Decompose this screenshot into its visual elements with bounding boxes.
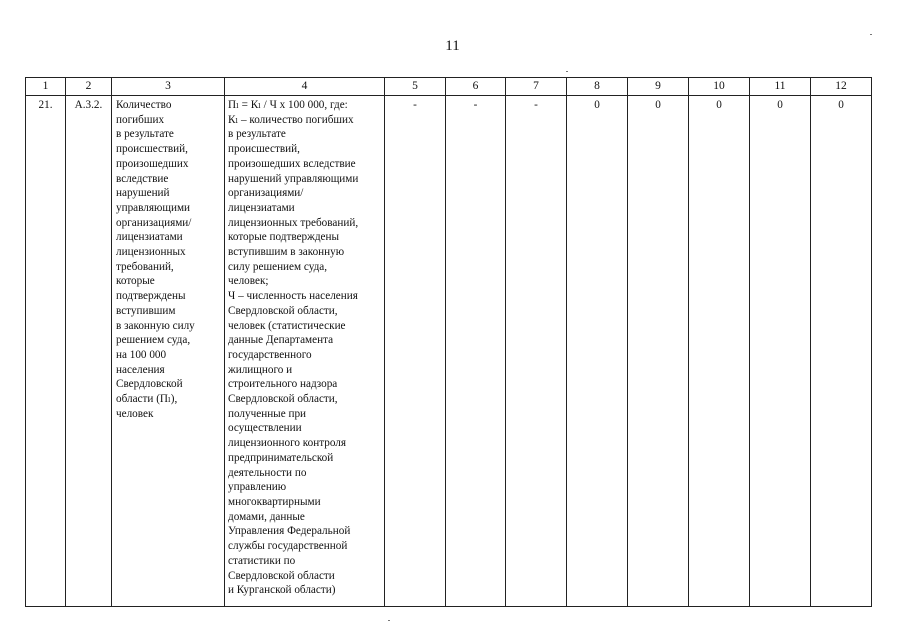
- scan-speck: [388, 620, 390, 621]
- column-header: 4: [225, 78, 385, 96]
- table-row: [26, 96, 872, 607]
- indicator-name-cell: Количество погибших в результате происшествий, произошедших вследствие нарушений управляющими организациями/ лицензиатами лицензионных требований, которые подтверждены вступившим в законную силу решением суда, на 100 000 населения Свердловской области (Пₗ), человек: [112, 96, 225, 607]
- column-header: 10: [689, 78, 750, 96]
- row-number-cell: 21.: [26, 96, 66, 607]
- value-cell: -: [385, 96, 446, 607]
- column-header: 11: [750, 78, 811, 96]
- column-header: 6: [446, 78, 506, 96]
- column-header: 12: [811, 78, 872, 96]
- column-header: 3: [112, 78, 225, 96]
- column-number-row: [26, 78, 872, 96]
- column-header: 5: [385, 78, 446, 96]
- value-cell: 0: [750, 96, 811, 607]
- column-header: 2: [66, 78, 112, 96]
- value-cell: -: [506, 96, 567, 607]
- column-header: 7: [506, 78, 567, 96]
- column-header: 9: [628, 78, 689, 96]
- value-cell: 0: [689, 96, 750, 607]
- indicator-table: [25, 77, 872, 607]
- value-cell: -: [446, 96, 506, 607]
- value-cell: 0: [567, 96, 628, 607]
- scan-speck: [566, 71, 568, 72]
- page-number: 11: [445, 38, 460, 54]
- formula-cell: Пₗ = Кₗ / Ч х 100 000, где: Кₗ – количество погибших в результате происшествий, произошедших вследствие нарушений управляющими организациями/ лицензиатами лицензионных требований, которые подтверждены вступившим в законную силу решением суда, человек; Ч – численность населения Свердловской области, человек (статистические данные Департамента государственного жилищного и строительного надзора Свердловской области, полученные при осуществлении лицензионного контроля предпринимательской деятельности по управлению многоквартирными домами, данные Управления Федеральной службы государственной статистики по Свердловской области и Курганской области): [225, 96, 385, 607]
- scan-speck: [870, 34, 872, 35]
- value-cell: 0: [628, 96, 689, 607]
- column-header: 1: [26, 78, 66, 96]
- indicator-code-cell: А.3.2.: [66, 96, 112, 607]
- column-header: 8: [567, 78, 628, 96]
- value-cell: 0: [811, 96, 872, 607]
